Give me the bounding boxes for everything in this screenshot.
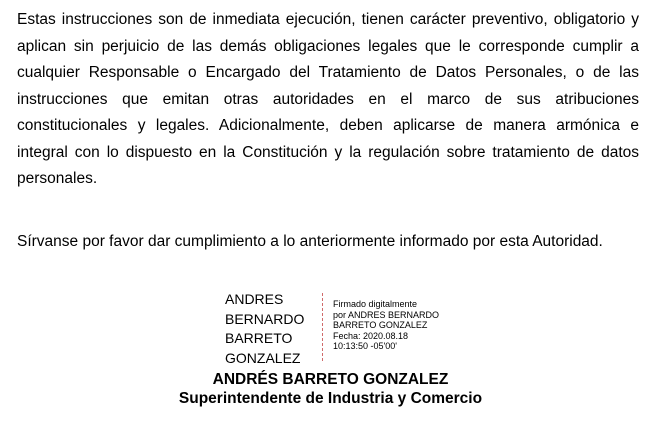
signature-detail-line: Fecha: 2020.08.18 xyxy=(333,330,409,341)
signature-name-line: BARRETO xyxy=(225,330,293,346)
signature-name-line: GONZALEZ xyxy=(225,349,301,366)
signature-detail-line: 10:13:50 -05'00' xyxy=(333,341,397,352)
instructions-paragraph: Estas instrucciones son de inmediata ejecución, tienen carácter preventivo, obligatorio y aplican sin perjuicio de las demás obligaciones legales que le corresponde cumplir a cualquier Responsable o Encargado del Tratamiento de Datos Personales, o de las instrucciones que emitan otras autoridades en el marco de sus atribuciones constitucionales y legales. Adicionalmente, deben aplicarse de manera armónica e integral con lo dispuesto en la Constitución y la regulación sobre tratamiento de datos personales. xyxy=(17,11,639,187)
closing-paragraph: Sírvanse por favor dar cumplimiento a lo anteriormente informado por esta Autoridad. xyxy=(17,233,603,250)
digital-signature-details xyxy=(333,299,439,352)
signature-name-line: ANDRES xyxy=(225,291,284,307)
signature-divider xyxy=(322,293,323,361)
signature-detail-line: por ANDRES BERNARDO xyxy=(333,309,440,320)
signature-detail-line: Firmado digitalmente xyxy=(333,299,418,309)
signature-name-line: BERNARDO xyxy=(225,310,305,327)
signer-name: ANDRÉS BARRETO GONZALEZ xyxy=(212,371,449,388)
signature-detail-line: BARRETO GONZALEZ xyxy=(333,320,428,331)
digital-signature-name xyxy=(225,290,304,368)
signer-title: Superintendente de Industria y Comercio xyxy=(178,390,483,407)
